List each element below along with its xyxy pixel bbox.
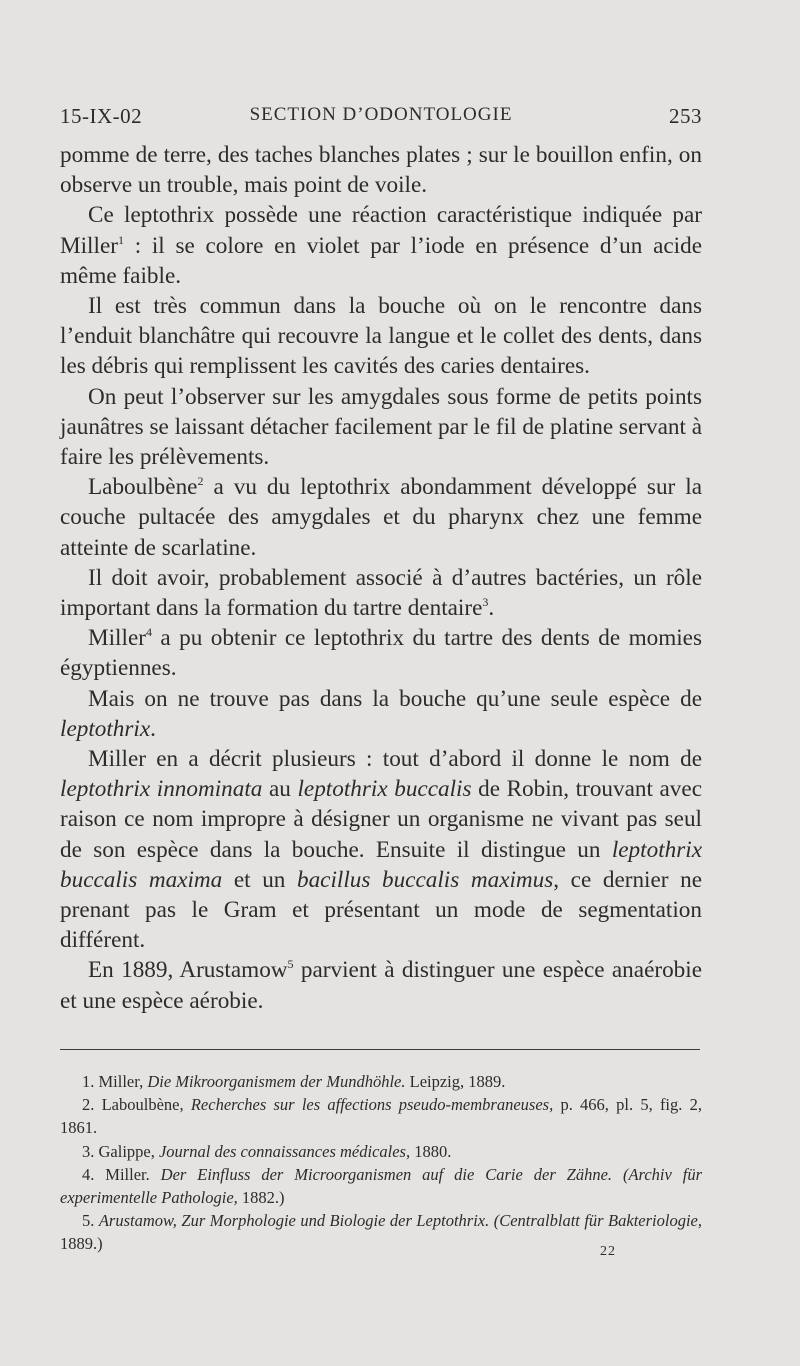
signature-mark: 22 — [600, 1244, 616, 1259]
footnote: 5. Arustamow, Zur Morphologie und Biologie der Leptothrix. (Centralblatt für Bakteriologie, 1889.) — [60, 1211, 702, 1254]
footnote: 4. Miller. Der Einfluss der Microorganismen auf die Carie der Zähne. (Archiv für experimentelle Pathologie, 1882.) — [60, 1164, 702, 1208]
page-number: 253 — [669, 104, 702, 128]
paragraph: Ce leptothrix possède une réaction caractéristique indiquée par Miller$^1$ : il se colore en violet par l’iode en présence d’un acide même faible. — [60, 202, 702, 289]
paragraph: Laboulbène$^2$ a vu du leptothrix abondamment développé sur la couche pultacée des amygdales et du pharynx chez une femme atteinte de scarlatine. — [60, 474, 702, 561]
footnote: 3. Galippe, Journal des connaissances médicales, 1880. — [82, 1141, 452, 1161]
footnote-ref: 3 — [482, 595, 489, 610]
paragraph: Il doit avoir, probablement associé à d’autres bactéries, un rôle important dans la formation du tartre dentaire$^3$. — [60, 564, 702, 622]
paragraph: En 1889, Arustamow$^5$ parvient à distinguer une espèce anaérobie et une espèce aérobie. — [60, 957, 702, 1014]
header-section-title: SECTION D’ODONTOLOGIE — [249, 104, 513, 125]
footnote: 2. Laboulbène, Recherches sur les affections pseudo-membraneuses, p. 466, pl. 5, fig. 2, 1861. — [60, 1095, 702, 1138]
footnote-ref: 4 — [145, 625, 152, 640]
paragraph: Mais on ne trouve pas dans la bouche qu’une seule espèce de leptothrix. — [60, 685, 702, 742]
footnote: 1. Miller, Die Mikroorganismem der Mundhöhle. Leipzig, 1889. — [82, 1072, 506, 1091]
footnote-divider — [60, 1049, 700, 1050]
footnote-ref: 1 — [117, 232, 124, 247]
paragraph: Miller$^4$ a pu obtenir ce leptothrix du tartre des dents de momies égyptiennes. — [60, 625, 702, 682]
footnote-ref: 5 — [287, 957, 294, 972]
header-date: 15-IX-02 — [60, 104, 143, 128]
paragraph: pomme de terre, des taches blanches plates ; sur le bouillon enfin, on observe un trouble, mais point de voile. — [60, 142, 702, 199]
paragraph: Il est très commun dans la bouche où on le rencontre dans l’enduit blanchâtre qui recouvre la langue et le collet des dents, dans les débris qui remplissent les cavités des caries dentaires. — [60, 293, 702, 380]
body-text — [60, 140, 702, 1016]
paragraph: On peut l’observer sur les amygdales sous forme de petits points jaunâtres se laissant détacher facilement par le fil de platine servant à faire les prélèvements. — [60, 383, 702, 471]
footnotes — [60, 1070, 702, 1256]
running-header — [60, 104, 702, 134]
paragraph: Miller en a décrit plusieurs : tout d’abord il donne le nom de leptothrix innominata au leptothrix buccalis de Robin, trouvant avec raison ce nom impropre à désigner un organisme ne vivant pas seul de son espèce dans la bouche. Ensuite il distingue un leptothrix buccalis maxima et un bacillus buccalis maximus, ce dernier ne prenant pas le Gram et présentant un mode de segmentation différent. — [60, 746, 702, 954]
footnote-ref: 2 — [197, 474, 204, 489]
